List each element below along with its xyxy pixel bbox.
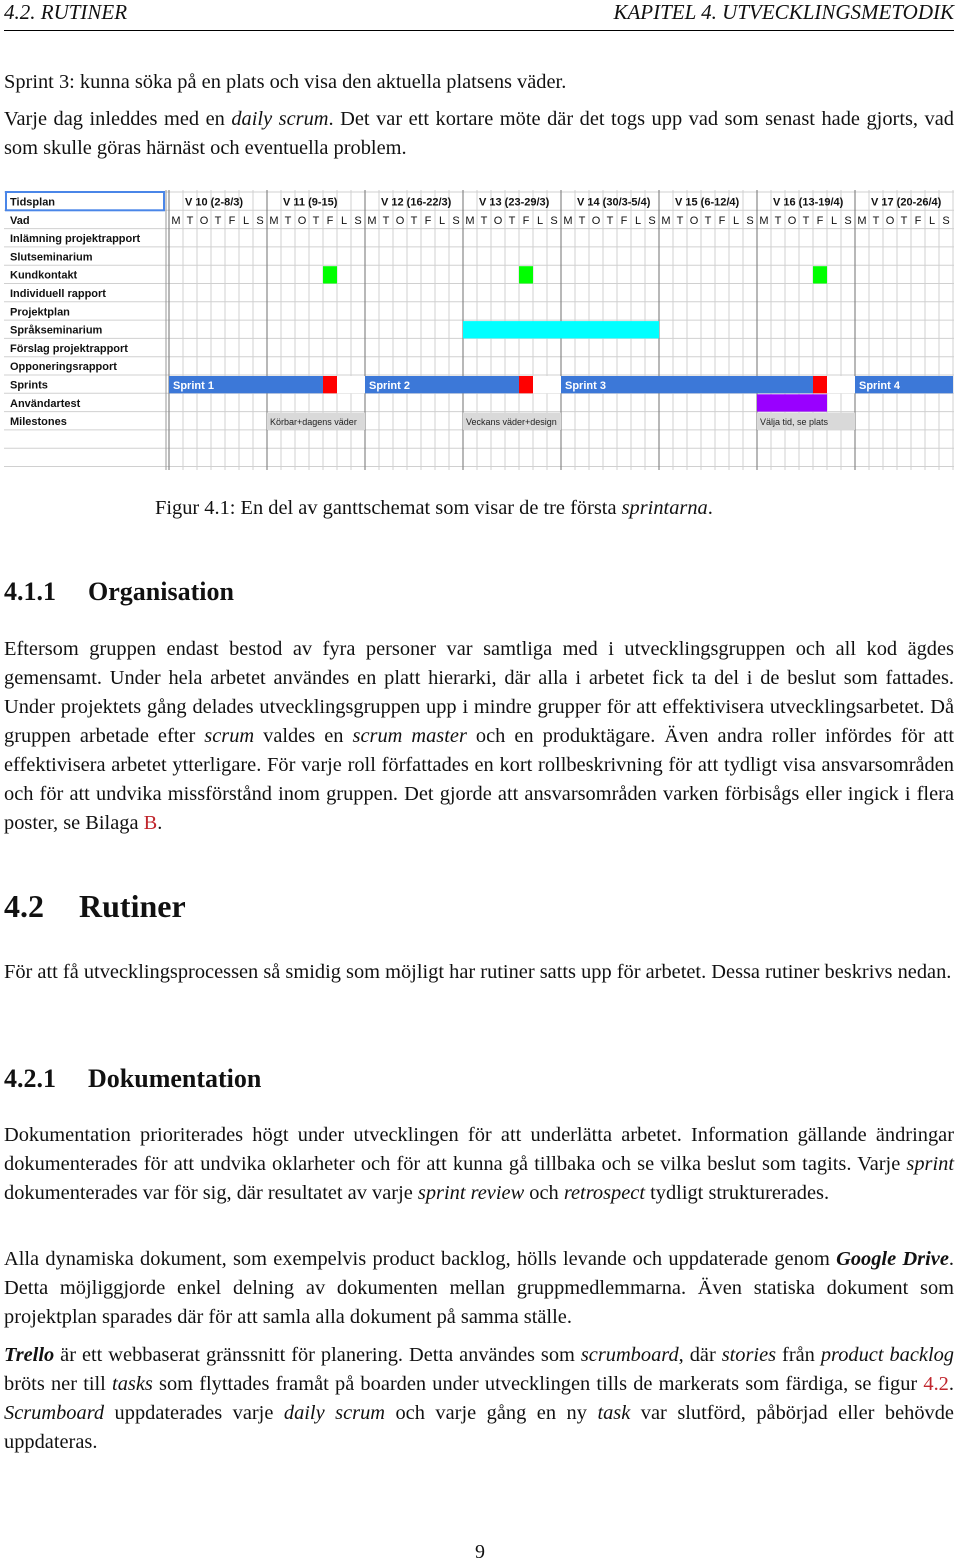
- term: scrum: [204, 725, 255, 747]
- dokumentation-paragraph-1: [4, 1121, 954, 1208]
- day-label: T: [802, 214, 810, 227]
- header-rule: [4, 30, 954, 31]
- day-label: O: [493, 214, 503, 227]
- row-label: Kundkontakt: [10, 269, 78, 282]
- day-label: S: [256, 214, 264, 227]
- sprint-review-mark: [323, 376, 337, 393]
- day-label: F: [816, 214, 824, 227]
- milestone-label: Välja tid, se plats: [760, 417, 829, 428]
- day-label: T: [186, 214, 194, 227]
- tool-name: Trello: [4, 1344, 55, 1366]
- day-label: S: [844, 214, 852, 227]
- section-title: Rutiner: [79, 888, 186, 924]
- text: .: [948, 1373, 954, 1395]
- week-header: V 17 (20-26/4): [871, 196, 942, 209]
- text: . Det var ett kortare möte där det togs upp vad som senast hade gjorts, vad som skulle göras härnäst och eventuella problem.: [4, 108, 954, 159]
- text: är ett webbaserat gränssnitt för planering. Detta användes som: [54, 1344, 581, 1366]
- sprint-label: Sprint 4: [859, 380, 900, 392]
- day-label: O: [787, 214, 797, 227]
- row-label: Inlämning projektrapport: [10, 233, 141, 246]
- text: Figur 4.1: En del av ganttschemat som visar de tre första: [155, 497, 622, 519]
- row-label: Milestones: [10, 416, 67, 429]
- row-label: Sprints: [10, 379, 48, 392]
- day-label: F: [522, 214, 530, 227]
- term: sprint review: [417, 1182, 525, 1204]
- term: daily scrum: [283, 1402, 385, 1424]
- text: Varje dag inleddes med en: [4, 108, 232, 130]
- day-label: T: [872, 214, 880, 227]
- text: och en produktägare. Även andra roller infördes för att effektivisera arbetet ytterligare. För varje roll författades en kort rollbeskrivning för att tydligt visa ansvarsområden och för att undvika missförstånd inom gruppen. Det gjorde att ansvarsområden varken förbisågs eller ingick i flera poster, se Bilaga: [4, 725, 955, 834]
- row-label: Förslag projektrapport: [10, 342, 128, 355]
- section-title: Dokumentation: [88, 1064, 262, 1093]
- week-header: V 14 (30/3-5/4): [577, 196, 651, 209]
- day-label: L: [340, 214, 348, 227]
- term: stories: [721, 1344, 777, 1366]
- page-number: 9: [475, 1541, 485, 1563]
- day-label: M: [171, 214, 181, 227]
- week-header: V 15 (6-12/4): [675, 196, 740, 209]
- row-label: Vad: [10, 214, 30, 227]
- row-label: Slutseminarium: [10, 251, 93, 264]
- day-label: M: [759, 214, 769, 227]
- text: från: [776, 1344, 821, 1366]
- dokumentation-paragraph-2: [4, 1245, 954, 1332]
- text: var slutförd, påbörjad eller behövde uppdateras.: [4, 1402, 954, 1453]
- figure-caption: [155, 497, 713, 520]
- term: task: [597, 1402, 631, 1424]
- anvandartest-bar: [757, 394, 827, 411]
- tool-name: Google Drive: [836, 1248, 949, 1270]
- term: retrospect: [563, 1182, 645, 1204]
- day-label: F: [620, 214, 628, 227]
- sprint-gap: [841, 376, 855, 393]
- day-label: S: [648, 214, 656, 227]
- day-label: S: [354, 214, 362, 227]
- gantt-svg: [4, 190, 954, 470]
- sprint-label: Sprint 3: [565, 380, 606, 392]
- day-label: S: [942, 214, 950, 227]
- week-header: V 11 (9-15): [283, 196, 338, 209]
- rutiner-paragraph: [4, 958, 954, 987]
- day-label: O: [591, 214, 601, 227]
- day-label: L: [634, 214, 642, 227]
- gantt-chart: [4, 190, 954, 470]
- day-label: L: [928, 214, 936, 227]
- text: , där: [678, 1344, 722, 1366]
- term: scrum master: [352, 725, 467, 747]
- day-label: T: [606, 214, 614, 227]
- sprint-gap: [827, 376, 841, 393]
- term: sprintarna: [621, 497, 708, 519]
- sprint-review-mark: [813, 376, 827, 393]
- day-label: L: [732, 214, 740, 227]
- text: Dokumentation prioriterades högt under utvecklingen för att underlätta arbetet. Information gällande ändringar dokumenterades för att undvika oklarheter och för att kunna gå tillbaka och se vilka beslut som tagits. Varje: [4, 1124, 954, 1175]
- day-label: T: [410, 214, 418, 227]
- day-label: T: [676, 214, 684, 227]
- kundkontakt-mark: [813, 266, 827, 283]
- text: bröts ner till: [4, 1373, 113, 1395]
- day-label: L: [830, 214, 838, 227]
- sprint-label: Sprint 2: [369, 380, 410, 392]
- kundkontakt-mark: [519, 266, 533, 283]
- day-label: M: [857, 214, 867, 227]
- section-4-1-1-heading: [4, 577, 234, 607]
- day-label: M: [367, 214, 377, 227]
- day-label: M: [563, 214, 573, 227]
- day-label: T: [480, 214, 488, 227]
- day-label: O: [885, 214, 895, 227]
- milestone-label: Veckans väder+design: [466, 417, 557, 428]
- section-number: 4.2: [4, 888, 44, 924]
- sprint-gap: [547, 376, 561, 393]
- term: daily scrum: [231, 108, 329, 130]
- day-label: M: [661, 214, 671, 227]
- text: uppdaterades varje: [104, 1402, 284, 1424]
- sprint-review-mark: [519, 376, 533, 393]
- day-label: T: [284, 214, 292, 227]
- day-label: M: [269, 214, 279, 227]
- day-label: T: [312, 214, 320, 227]
- row-label: Projektplan: [10, 306, 70, 319]
- week-header: V 16 (13-19/4): [773, 196, 844, 209]
- milestone-label: Körbar+dagens väder: [270, 417, 357, 428]
- figure-link[interactable]: 4.2: [923, 1373, 949, 1395]
- term: tasks: [112, 1373, 153, 1395]
- row-label: Opponeringsrapport: [10, 361, 117, 374]
- day-label: O: [395, 214, 405, 227]
- text: För att få utvecklingsprocessen så smidig som möjligt har rutiner satts upp för arbetet. Dessa rutiner beskrivs nedan.: [4, 961, 952, 983]
- sprint3-text: Sprint 3: kunna söka på en plats och visa den aktuella platsens väder.: [4, 71, 567, 93]
- text: . Detta möjliggjorde enkel delning av dokumenten mellan gruppmedlemmarna. Även statiska dokument som projektplan sparades där för att samla alla dokument på samma ställe.: [4, 1248, 954, 1328]
- day-label: O: [199, 214, 209, 227]
- text: och: [524, 1182, 564, 1204]
- day-label: T: [900, 214, 908, 227]
- day-label: F: [228, 214, 236, 227]
- section-title: Organisation: [88, 577, 234, 606]
- running-header: [4, 0, 954, 26]
- term: scrumboard: [580, 1344, 679, 1366]
- day-label: T: [382, 214, 390, 227]
- section-number: 4.1.1: [4, 577, 56, 606]
- row-label: Tidsplan: [10, 196, 56, 209]
- term: sprint: [906, 1153, 954, 1175]
- week-header: V 13 (23-29/3): [479, 196, 550, 209]
- header-section: 4.2. RUTINER: [4, 0, 128, 24]
- text: Eftersom gruppen endast bestod av fyra personer var samtliga med i utvecklingsgruppen och all kod ägdes gemensamt. Under hela arbetet användes en platt hierarki, där alla i arbetet fick ta del i de beslut som fattades. Under projektets gång delades utvecklingsgruppen upp i mindre grupper för att effektivisera utvecklingsarbetet. Då gruppen arbetade efter: [4, 638, 954, 747]
- sprint3-paragraph: [4, 68, 954, 97]
- section-4-2-1-heading: [4, 1064, 261, 1094]
- sprakseminarium-bar: [463, 321, 659, 338]
- daily-scrum-paragraph: [4, 105, 954, 163]
- day-label: F: [326, 214, 334, 227]
- kundkontakt-mark: [323, 266, 337, 283]
- row-label: Språkseminarium: [10, 324, 103, 337]
- text: dokumenterades var för sig, där resultatet av varje: [4, 1182, 418, 1204]
- day-label: F: [718, 214, 726, 227]
- term: product backlog: [820, 1344, 954, 1366]
- header-chapter: KAPITEL 4. UTVECKLINGSMETODIK: [613, 0, 954, 24]
- text: .: [157, 812, 163, 834]
- sprint-gap: [351, 376, 365, 393]
- day-label: L: [438, 214, 446, 227]
- text: som flyttades framåt på boarden under utvecklingen tills de markerats som färdiga, se figur: [152, 1373, 924, 1395]
- text: Alla dynamiska dokument, som exempelvis product backlog, hölls levande och uppdaterade genom: [4, 1248, 837, 1270]
- day-label: S: [550, 214, 558, 227]
- day-label: L: [536, 214, 544, 227]
- day-label: O: [297, 214, 307, 227]
- day-label: S: [746, 214, 754, 227]
- appendix-link[interactable]: B: [143, 812, 158, 834]
- week-header: V 12 (16-22/3): [381, 196, 452, 209]
- day-label: T: [214, 214, 222, 227]
- sprint-gap: [337, 376, 351, 393]
- text: valdes en: [254, 725, 353, 747]
- day-label: O: [689, 214, 699, 227]
- section-4-2-heading: [4, 888, 186, 925]
- day-label: F: [424, 214, 432, 227]
- text: och varje gång en ny: [384, 1402, 598, 1424]
- day-label: M: [465, 214, 475, 227]
- day-label: S: [452, 214, 460, 227]
- day-label: T: [774, 214, 782, 227]
- day-label: L: [242, 214, 250, 227]
- text: .: [707, 497, 713, 519]
- day-label: T: [508, 214, 516, 227]
- organisation-paragraph: [4, 635, 954, 838]
- section-number: 4.2.1: [4, 1064, 56, 1093]
- row-label: Individuell rapport: [10, 288, 106, 300]
- day-label: T: [578, 214, 586, 227]
- day-label: T: [704, 214, 712, 227]
- dokumentation-paragraph-3: [4, 1341, 954, 1457]
- text: tydligt strukturerades.: [645, 1182, 830, 1204]
- sprint-gap: [533, 376, 547, 393]
- week-header: V 10 (2-8/3): [185, 196, 244, 209]
- sprint-label: Sprint 1: [173, 380, 214, 392]
- term: Scrumboard: [4, 1402, 105, 1424]
- row-label: Användartest: [10, 397, 81, 410]
- day-label: F: [914, 214, 922, 227]
